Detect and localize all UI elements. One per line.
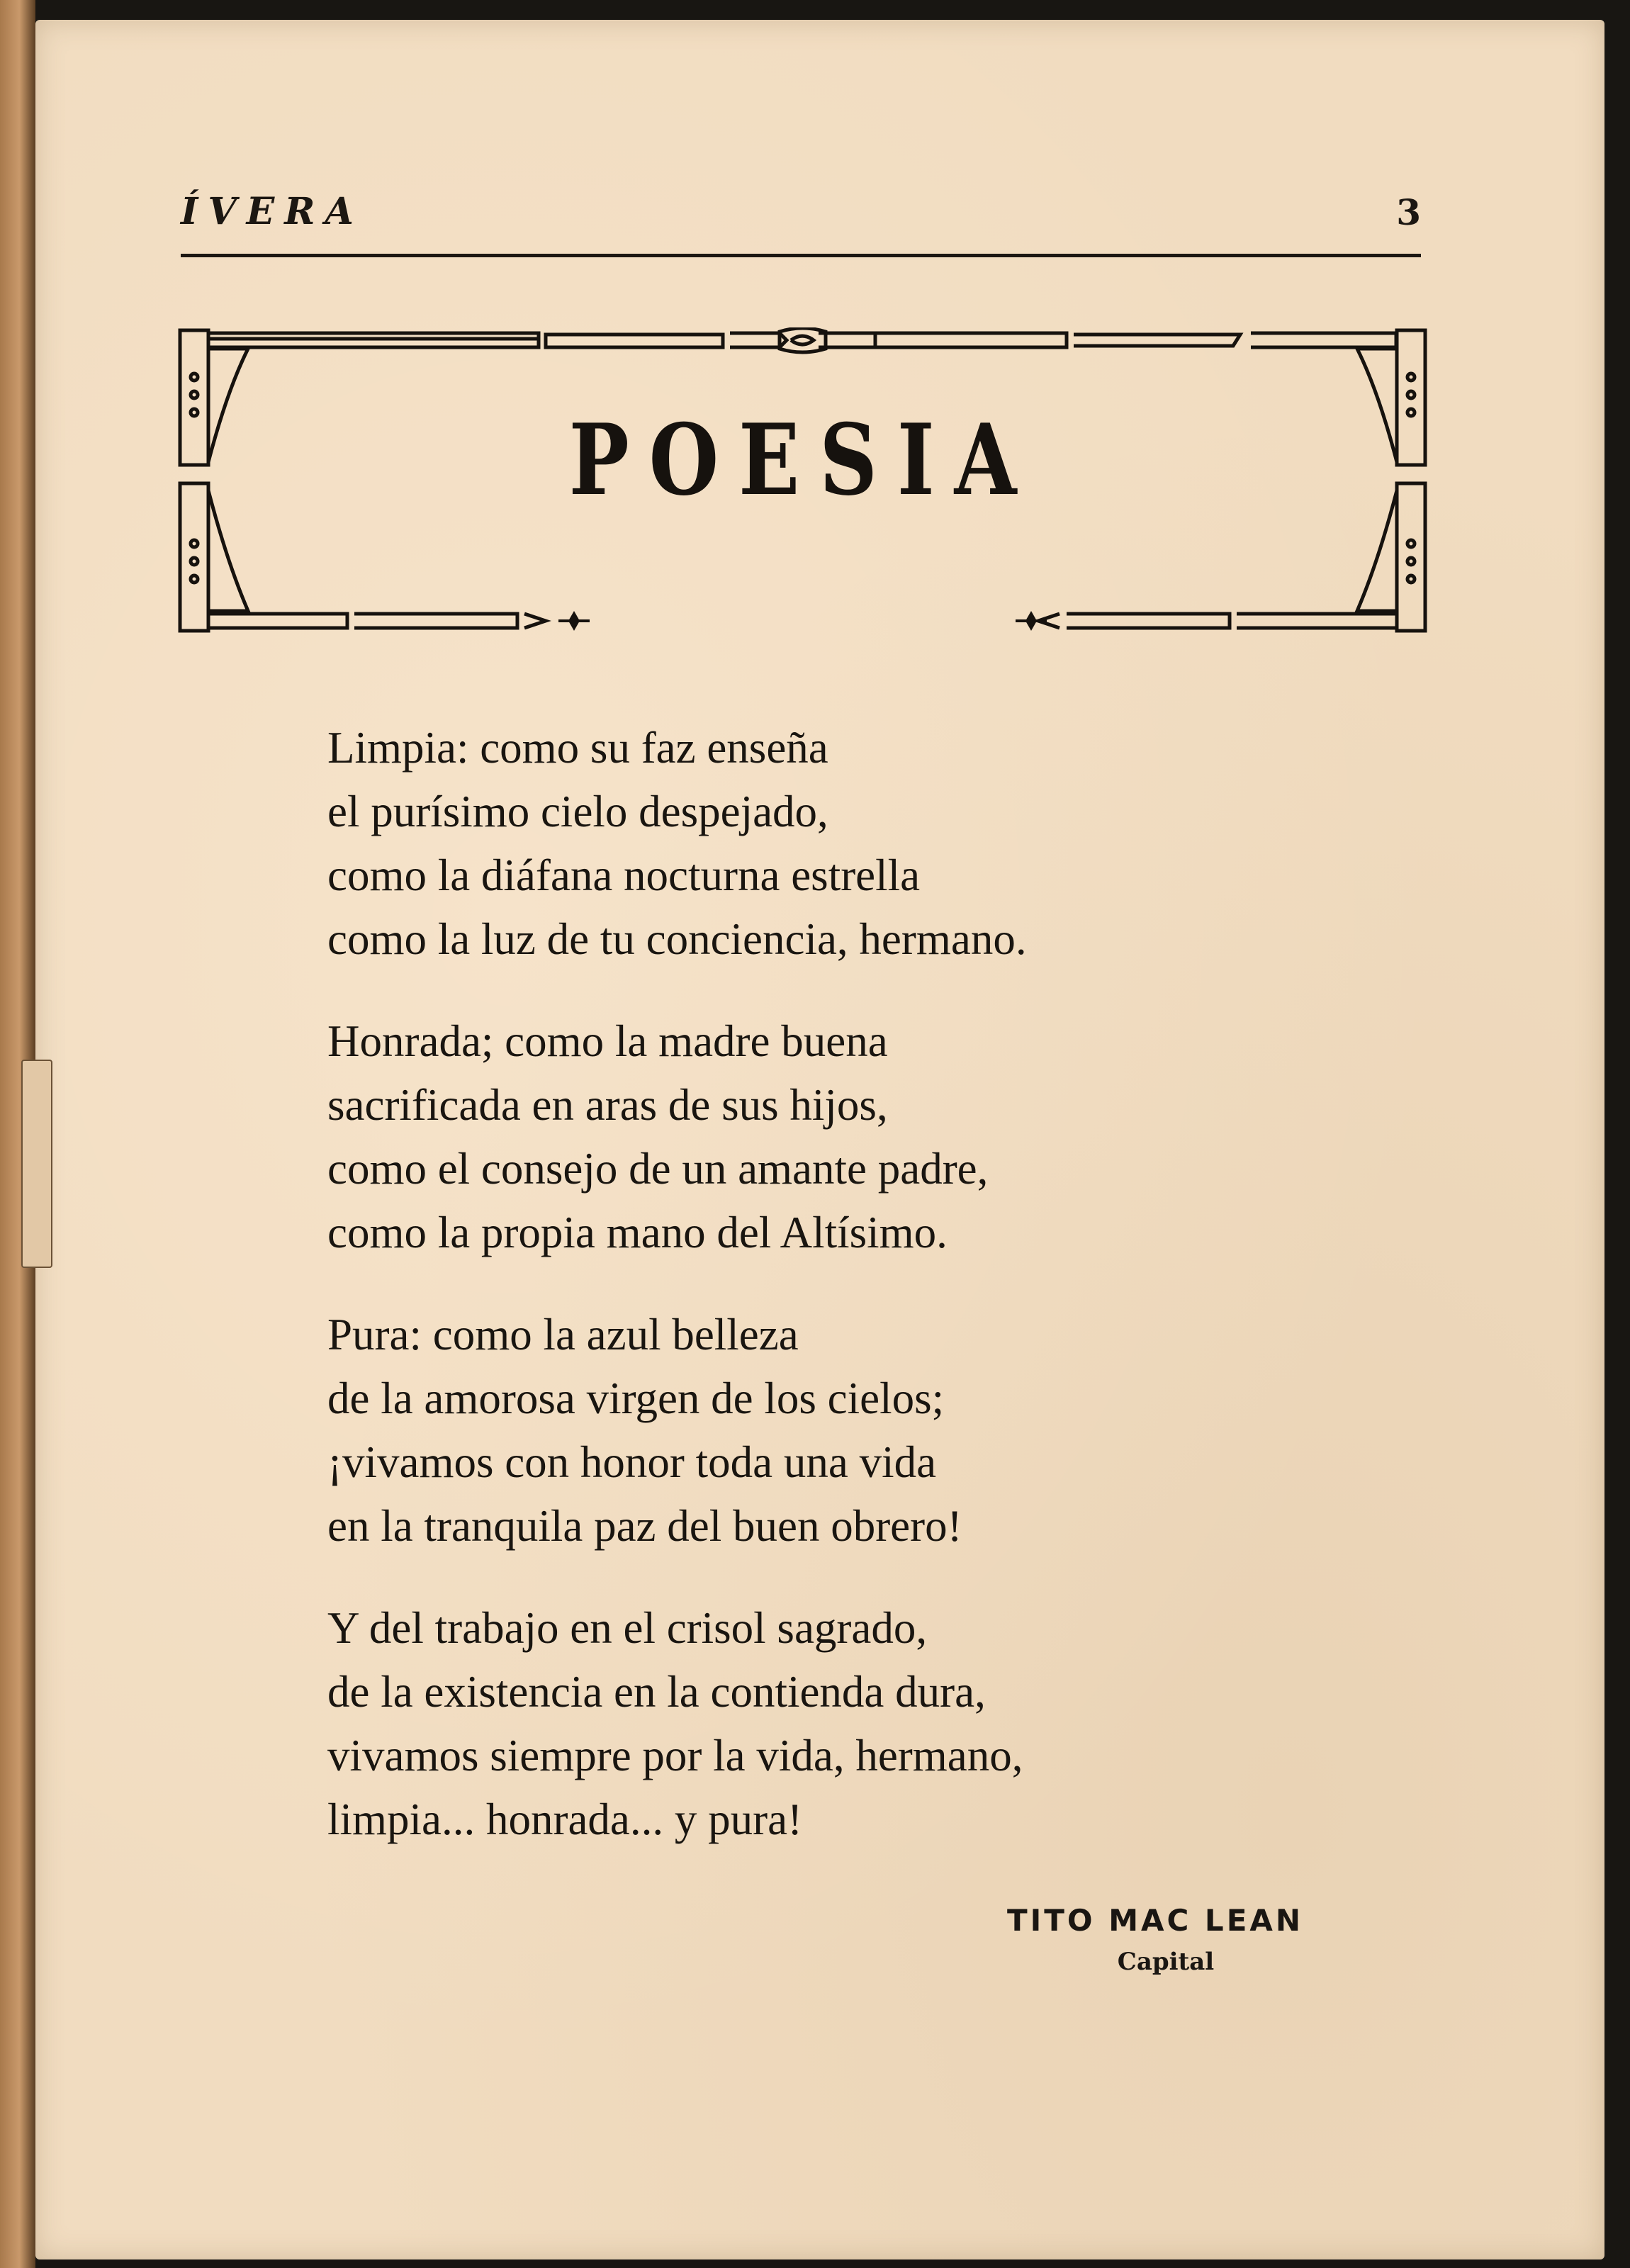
header-rule <box>181 254 1421 257</box>
verse-line: de la amorosa virgen de los cielos; <box>327 1374 945 1423</box>
verse-line: sacrificada en aras de sus hijos, <box>327 1080 888 1130</box>
stanza <box>327 1303 1320 1558</box>
author-name: TITO MAC LEAN <box>1006 1903 1304 1938</box>
author-location: Capital <box>1117 1948 1215 1976</box>
verse-line: en la tranquila paz del buen obrero! <box>327 1501 962 1551</box>
section-title: POESIA <box>568 402 1037 517</box>
verse-line: de la existencia en la contienda dura, <box>327 1667 986 1717</box>
verse-line: Pura: como la azul belleza <box>327 1310 799 1359</box>
verse-line: limpia... honrada... y pura! <box>327 1795 803 1844</box>
verse-line: Limpia: como su faz enseña <box>327 723 828 773</box>
verse-line: ¡vivamos con honor toda una vida <box>327 1437 937 1487</box>
verse-line: vivamos siempre por la vida, hermano, <box>327 1731 1023 1780</box>
verse-line: como la propia mano del Altísimo. <box>327 1208 948 1257</box>
verse-line: como la luz de tu conciencia, hermano. <box>327 914 1027 964</box>
signature-block <box>921 1903 1318 1976</box>
verse-line: como la diáfana nocturna estrella <box>327 850 921 900</box>
running-title: ÍVERA <box>181 190 364 233</box>
page-number: 3 <box>1396 191 1421 233</box>
poem-body <box>327 716 1320 1890</box>
stanza <box>327 716 1320 971</box>
running-head <box>181 190 1421 261</box>
verse-line: Honrada; como la madre buena <box>327 1016 888 1066</box>
binding-tab <box>21 1060 52 1268</box>
verse-line: como el consejo de un amante padre, <box>327 1144 989 1194</box>
verse-line: el purísimo cielo despejado, <box>327 787 828 836</box>
ornamental-title-frame <box>177 327 1428 634</box>
stanza <box>327 1596 1320 1851</box>
stanza <box>327 1009 1320 1264</box>
verse-line: Y del trabajo en el crisol sagrado, <box>327 1603 928 1653</box>
